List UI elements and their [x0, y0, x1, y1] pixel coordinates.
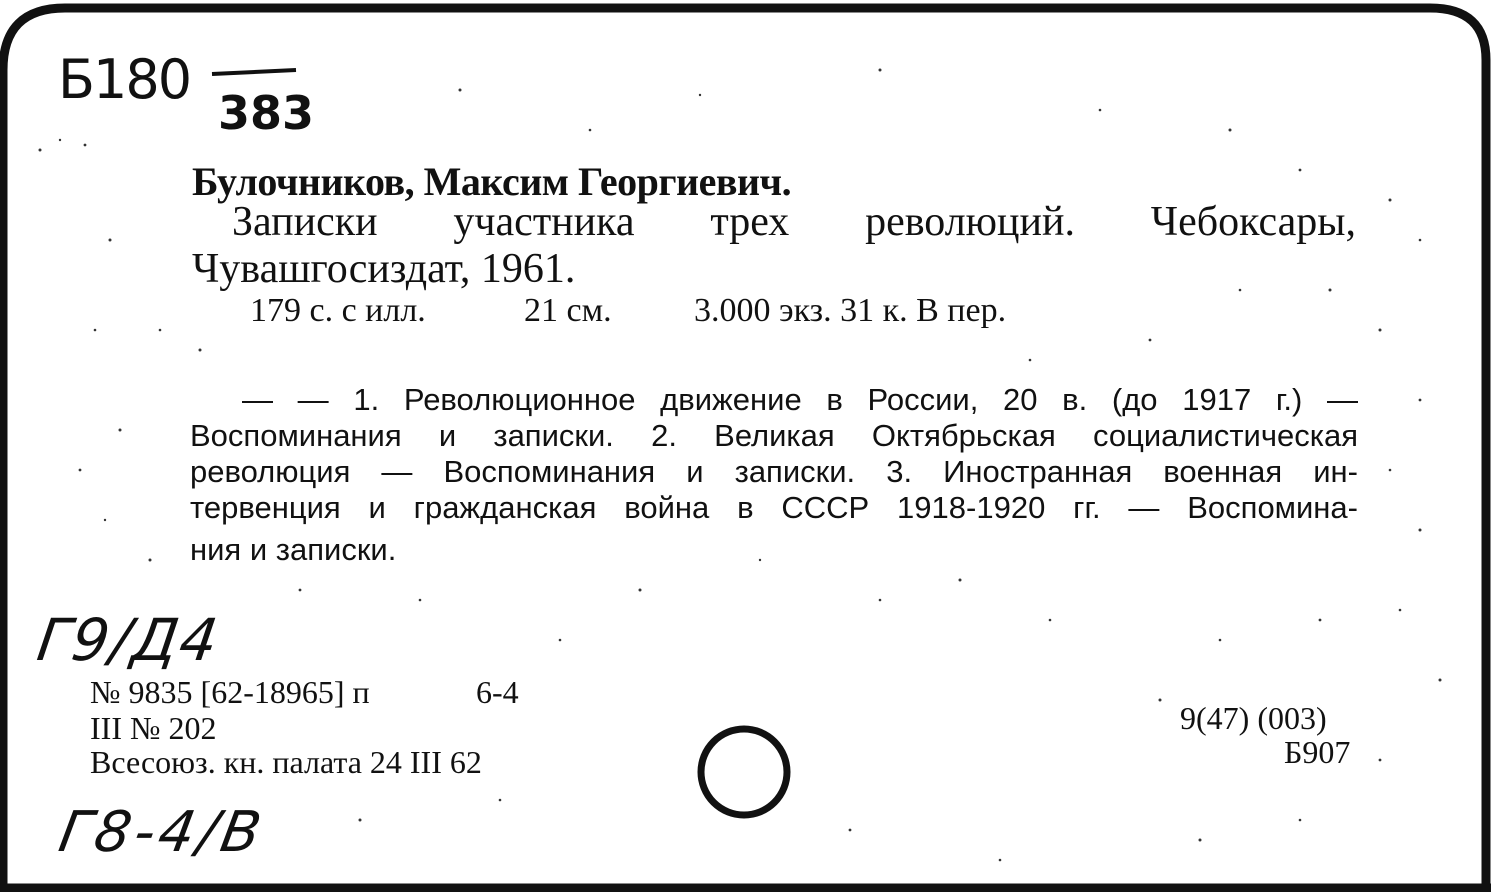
subject-line-3: революция — Воспоминания и записки. 3. Иностранная военная ин- — [190, 454, 1358, 489]
shelfmark-fraction-bar — [210, 66, 300, 80]
footer-code: 6-4 — [476, 674, 519, 710]
title-word: революций. — [865, 199, 1075, 245]
collation-print-run: 3.000 экз. 31 к. В пер. — [694, 292, 1007, 329]
title-word: участника — [453, 199, 635, 245]
collation-pages: 179 с. с илл. — [250, 292, 426, 329]
title-word: трех — [710, 199, 790, 245]
classification-index: 9(47) (003) — [1180, 700, 1327, 736]
subject-line-2: Воспоминания и записки. 2. Великая Октябрьская социалистическая — [190, 418, 1358, 453]
subject-line-4: тервенция и гражданская война в СССР 1918-1920 гг. — Воспомина- — [190, 490, 1358, 525]
author-mark: Б907 — [1284, 734, 1351, 770]
title-line-1 — [232, 198, 1356, 246]
shelfmark-fraction-number: 383 — [218, 86, 315, 140]
footer-chamber-line: Всесоюз. кн. палата 24 III 62 — [90, 744, 482, 780]
title-word: Записки — [232, 199, 378, 245]
title-word: Чебоксары, — [1150, 199, 1356, 245]
footer-series-line: III № 202 — [90, 710, 217, 746]
handwritten-note-bottom: Г8-4/В — [54, 800, 270, 865]
subject-line-1: — — 1. Революционное движение в России, 20 в. (до 1917 г.) — — [242, 382, 1358, 417]
collation-size: 21 см. — [524, 292, 612, 329]
handwritten-note-middle: Г9/Д4 — [33, 606, 224, 674]
shelfmark-handwritten: Б180 — [58, 48, 191, 111]
author-heading: Булочников, Максим Георгиевич. — [192, 159, 792, 204]
title-line-2: Чувашгосиздат, 1961. — [192, 246, 576, 292]
subject-line-5: ния и записки. — [190, 532, 397, 567]
footer-number-line: № 9835 [62-18965] п — [90, 674, 370, 710]
punch-hole-icon — [692, 722, 796, 822]
